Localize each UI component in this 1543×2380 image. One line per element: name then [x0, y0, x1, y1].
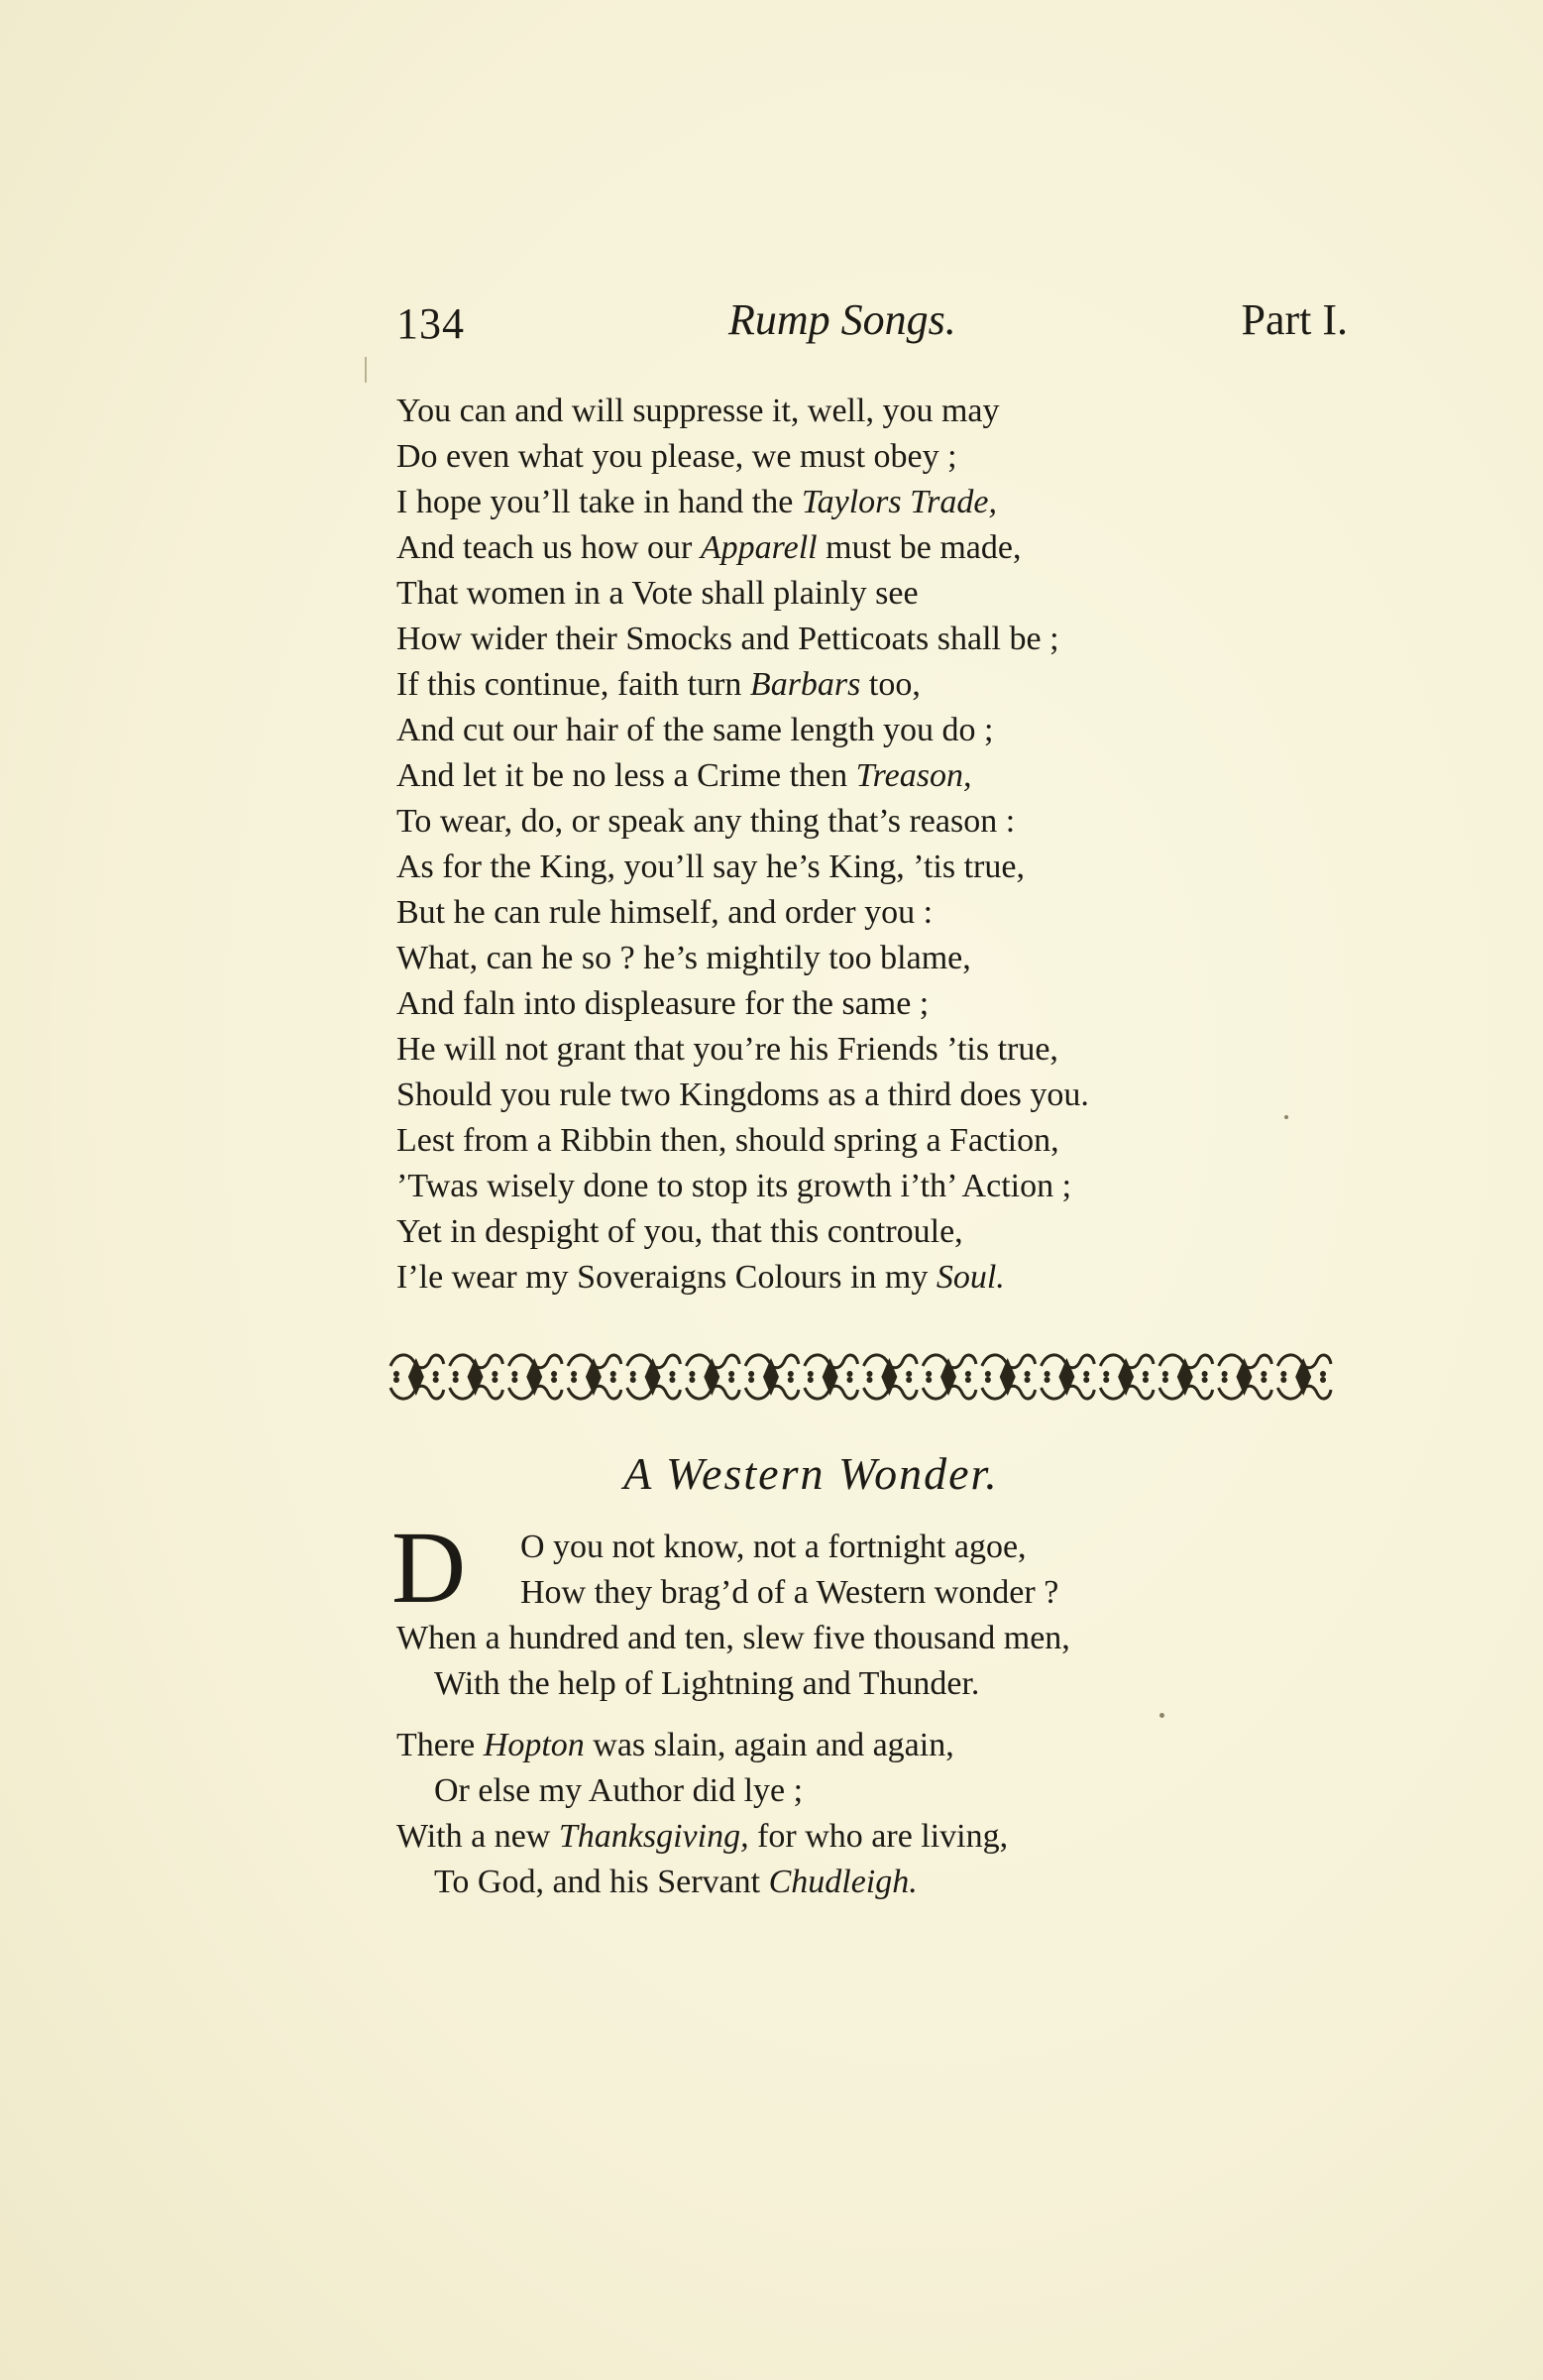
verse-text: That women in a Vote shall plainly see: [396, 575, 919, 612]
verse-text: Lest from a Ribbin then, should spring a Faction,: [396, 1122, 1059, 1159]
verse-text: To God, and his Servant: [434, 1864, 769, 1900]
verse-text: You can and will suppresse it, well, you may: [396, 393, 1000, 429]
verse-line: [434, 1860, 1008, 1905]
verse-line: [520, 1525, 1070, 1570]
ornament-motif: [805, 1355, 858, 1399]
verse-line: [396, 1209, 1089, 1255]
paper-speck: [1284, 1115, 1288, 1119]
ornament-motif: [390, 1355, 444, 1399]
verse-line: [434, 1661, 1070, 1707]
verse-text: was slain, again and again,: [584, 1727, 954, 1763]
verse-text: I hope you’ll take in hand the: [396, 484, 802, 520]
verse-line: [396, 708, 1089, 753]
verse-text: And cut our hair of the same length you do ;: [396, 712, 994, 748]
verse-line: [396, 890, 1089, 936]
verse-text: To wear, do, or speak any thing that’s reason :: [396, 803, 1016, 840]
ornament-motif: [568, 1355, 621, 1399]
verse-text: He will not grant that you’re his Friends ’tis true,: [396, 1031, 1058, 1068]
verse-line: [396, 1027, 1089, 1073]
ornament-motif: [864, 1355, 918, 1399]
ornament-motif: [1219, 1355, 1272, 1399]
verse-text: I’le wear my Soveraigns Colours in my: [396, 1259, 937, 1296]
ornament-motif: [923, 1355, 976, 1399]
italic-text: Apparell: [700, 529, 818, 566]
verse-line: [396, 1118, 1089, 1164]
ornament-motif: [1159, 1355, 1213, 1399]
italic-text: Hopton: [483, 1727, 585, 1763]
ornament-motif: [1100, 1355, 1154, 1399]
ornament-motif: [627, 1355, 681, 1399]
italic-text: Treason,: [855, 757, 972, 794]
part-label: Part I.: [1241, 295, 1348, 344]
verse-text: How wider their Smocks and Petticoats shall be ;: [396, 621, 1059, 657]
verse-line: [396, 571, 1089, 617]
verse-text: What, can he so ? he’s mightily too blame,: [396, 940, 971, 976]
verse-text: And faln into displeasure for the same ;: [396, 985, 930, 1022]
verse-text: Should you rule two Kingdoms as a third does you.: [396, 1077, 1089, 1113]
verse-line: [396, 1723, 1008, 1768]
verse-line: [396, 480, 1089, 525]
italic-text: Thanksgiving,: [558, 1818, 749, 1855]
ornament-motif: [982, 1355, 1036, 1399]
ornament-motif: [1042, 1355, 1095, 1399]
paper-speck: [1159, 1713, 1164, 1718]
running-title: Rump Songs.: [728, 295, 956, 344]
verse-text: With the help of Lightning and Thunder.: [434, 1665, 980, 1702]
italic-text: Soul.: [936, 1259, 1005, 1296]
verse-text: ’Twas wisely done to stop its growth i’th’ Action ;: [396, 1168, 1072, 1204]
verse-text: too,: [860, 666, 921, 703]
verse-line: [396, 981, 1089, 1027]
verse-line: [396, 389, 1089, 434]
decorative-scroll-border: [386, 1348, 1333, 1406]
verse-text: There: [396, 1727, 484, 1763]
verse-line: [520, 1570, 1070, 1616]
verse-line: [396, 434, 1089, 480]
verse-line: [396, 1073, 1089, 1118]
verse-text: With a new: [396, 1818, 559, 1855]
verse-text: When a hundred and ten, slew five thousand men,: [396, 1620, 1070, 1656]
ornament-motif: [508, 1355, 562, 1399]
italic-text: Taylors Trade,: [801, 484, 997, 520]
italic-text: Chudleigh.: [768, 1864, 918, 1900]
verse-line: [396, 662, 1089, 708]
verse-text: As for the King, you’ll say he’s King, ’tis true,: [396, 849, 1025, 885]
verse-line: [396, 525, 1089, 571]
verse-text: And let it be no less a Crime then: [396, 757, 856, 794]
verse-line: [396, 617, 1089, 662]
verse-line: [396, 1255, 1089, 1301]
verse-line: [396, 1164, 1089, 1209]
drop-cap: D: [391, 1511, 467, 1625]
verse-text: Yet in despight of you, that this controule,: [396, 1213, 963, 1250]
verse-line: [396, 753, 1089, 799]
ornament-motif: [1277, 1355, 1331, 1399]
verse-line: [434, 1768, 1008, 1814]
ornament-motif: [450, 1355, 503, 1399]
poem-stanza-1: [396, 1525, 1070, 1707]
verse-line: [396, 1814, 1008, 1860]
poem-continuation-stanza: [396, 389, 1089, 1301]
verse-text: And teach us how our: [396, 529, 701, 566]
poem-title: [0, 1447, 1543, 1500]
verse-text: How they brag’d of a Western wonder ?: [520, 1574, 1059, 1611]
verse-text: If this continue, faith turn: [396, 666, 750, 703]
margin-mark: [365, 357, 367, 383]
verse-text: must be made,: [817, 529, 1022, 566]
verse-text: But he can rule himself, and order you :: [396, 894, 934, 931]
ornament-motif: [745, 1355, 799, 1399]
poem-stanza-2: [396, 1723, 1008, 1905]
verse-text: Or else my Author did lye ;: [434, 1772, 804, 1809]
verse-text: for who are living,: [748, 1818, 1009, 1855]
ornament-motif: [686, 1355, 739, 1399]
verse-line: [396, 936, 1089, 981]
verse-line: [396, 1616, 1070, 1661]
verse-line: [396, 845, 1089, 890]
verse-text: O you not know, not a fortnight agoe,: [520, 1529, 1027, 1565]
italic-text: Barbars: [749, 666, 861, 703]
poem-title-text: A Western Wonder.: [623, 1448, 999, 1499]
page-number: 134: [396, 299, 465, 348]
page-header: [396, 292, 1348, 362]
verse-line: [396, 799, 1089, 845]
verse-text: Do even what you please, we must obey ;: [396, 438, 957, 475]
